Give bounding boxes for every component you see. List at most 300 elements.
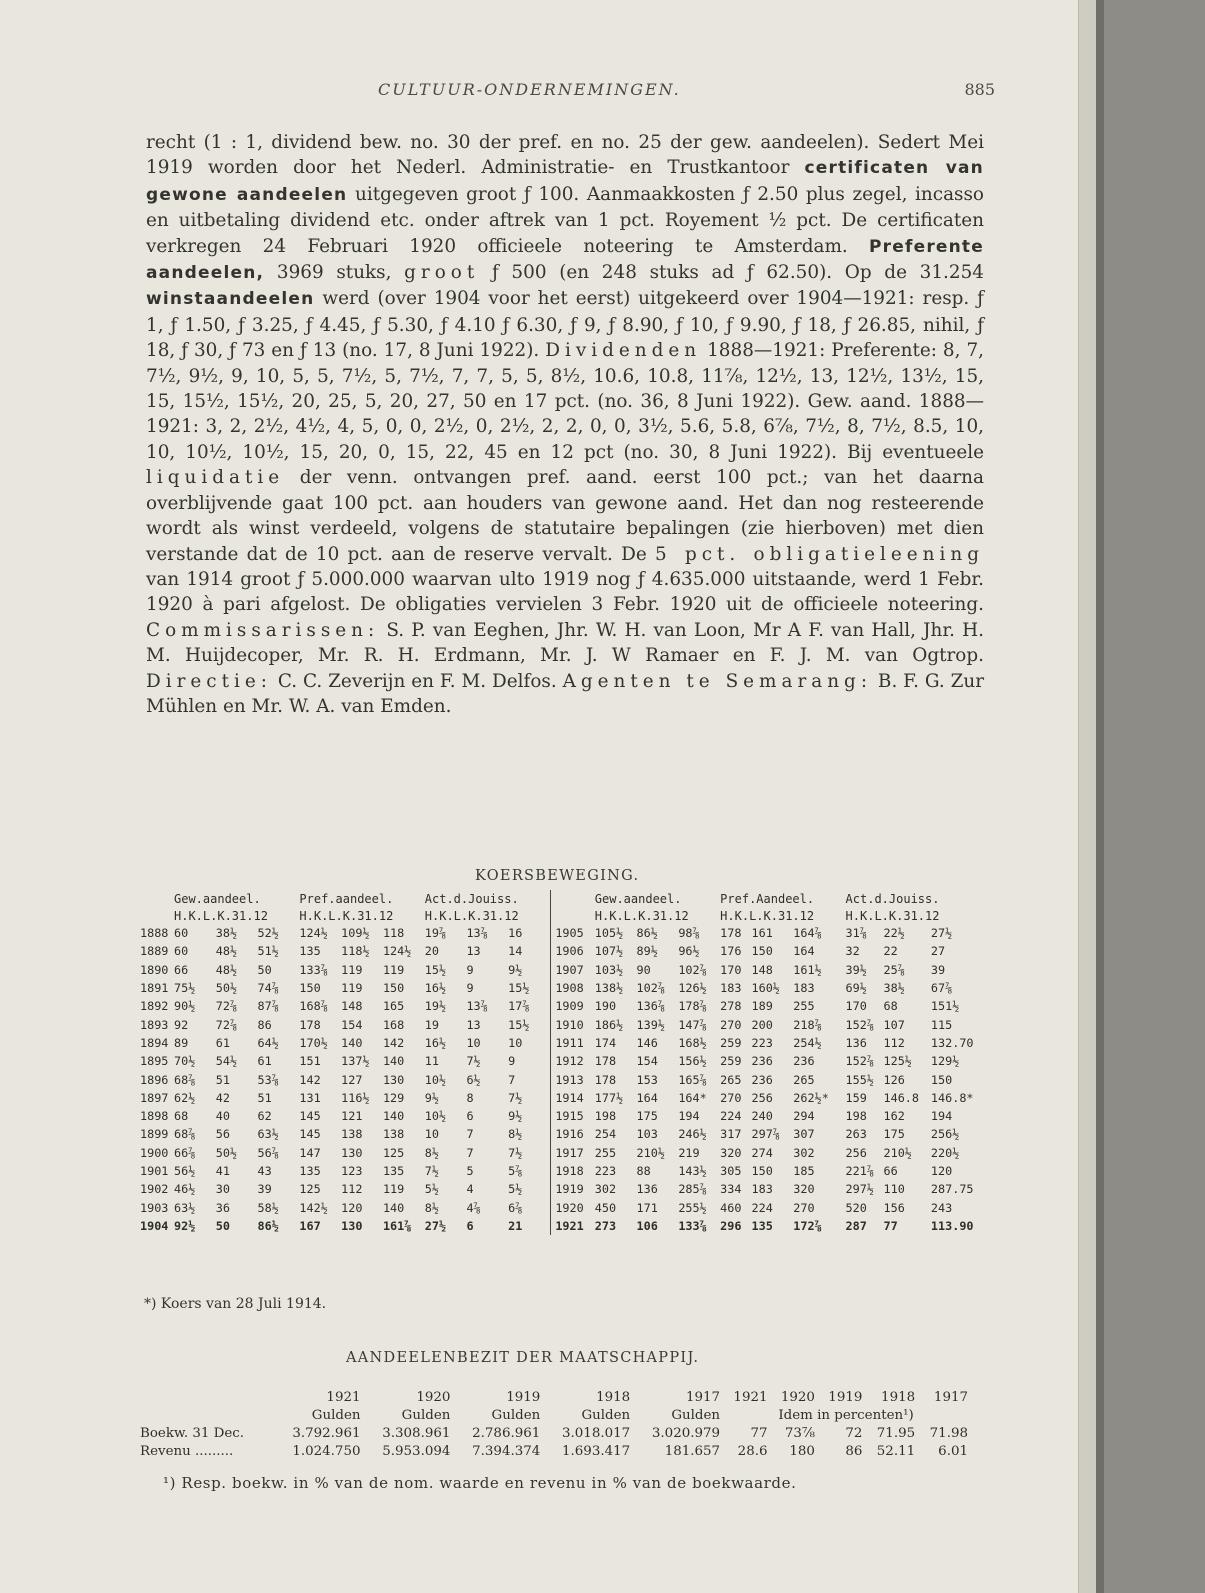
price-cell: 13⅞	[466, 999, 488, 1014]
price-cell: 256	[751, 1090, 773, 1105]
price-cell: 183	[793, 981, 815, 996]
price-cell: 146.8*	[930, 1090, 974, 1105]
price-cell: 256½	[930, 1127, 960, 1142]
price-cell: 254½	[793, 1035, 822, 1050]
year-cell: 1900	[140, 1145, 169, 1160]
price-cell: 56½	[174, 1164, 196, 1178]
text-run: van 1914 groot ƒ 5.000.000 waarvan ulto 1919 nog ƒ 4.635.000 uitstaande, werd 1 Febr. 1920 à pari afgelost. De obligaties vervielen 3 Febr. 1920 uit de officieele noteering.	[146, 568, 984, 616]
price-cell: 8½	[508, 1127, 523, 1142]
price-cell: 102⅞	[636, 981, 665, 996]
price-cell: 112	[883, 1035, 905, 1050]
price-cell: 161	[751, 926, 773, 941]
price-cell: 130	[341, 1218, 363, 1233]
table-row	[140, 1107, 988, 1125]
price-cell: 61	[215, 1035, 230, 1050]
price-cell: 317	[720, 1127, 742, 1142]
price-cell: 320	[793, 1182, 815, 1197]
price-cell: 7	[466, 1145, 474, 1160]
price-cell: 42	[215, 1090, 230, 1105]
column-header	[140, 907, 174, 924]
price-cell: 46½	[174, 1182, 196, 1197]
price-cell: 92½	[174, 1218, 196, 1233]
price-cell: 255	[594, 1145, 617, 1160]
price-cell: 221⅞	[845, 1164, 874, 1178]
price-cell: 164⅞	[793, 926, 822, 941]
column-header: H.K.L.K.31.12	[720, 908, 815, 923]
price-cell: 167	[299, 1218, 321, 1233]
price-cell: 145	[299, 1109, 321, 1124]
column-header: H.K.L.K.31.12	[174, 908, 268, 923]
year-cell: 1894	[140, 1035, 169, 1050]
row-label: Boekw. 31 Dec.	[140, 1425, 245, 1441]
text-run: ƒ 500 (en 248 stuks ad ƒ 62.50). Op de 31.254	[479, 262, 984, 284]
spaced-term: Dividenden	[545, 340, 702, 362]
price-cell: 10	[424, 1127, 439, 1142]
price-cell: 133⅞	[299, 962, 328, 977]
unit-header: Idem in percenten¹)	[778, 1407, 914, 1423]
table-row	[140, 1442, 972, 1460]
price-cell: 5½	[508, 1182, 523, 1197]
value-cell: 3.792.961	[292, 1425, 361, 1441]
price-cell: 6⅞	[508, 1200, 523, 1215]
price-cell: 135	[751, 1218, 773, 1233]
table-body	[140, 924, 988, 1235]
spaced-term: Agenten te Semarang:	[562, 670, 873, 692]
price-cell: 4⅞	[466, 1200, 481, 1215]
year-cell: 1906	[551, 942, 595, 960]
table-row	[140, 997, 988, 1015]
price-cell: 147⅞	[678, 1017, 707, 1032]
price-cell: 125	[382, 1145, 405, 1160]
koersbeweging-table	[140, 890, 988, 1235]
price-cell: 11	[424, 1054, 439, 1069]
value-cell: 3.308.961	[382, 1425, 451, 1441]
price-cell: 135	[382, 1164, 405, 1178]
unit-header-row	[140, 1406, 972, 1424]
price-cell: 110	[883, 1182, 905, 1197]
year-cell: 1893	[140, 1017, 169, 1032]
blank-cell	[140, 1388, 275, 1406]
year-cell: 1916	[551, 1125, 595, 1143]
koers-footnote: *) Koers van 28 Juli 1914.	[144, 1296, 327, 1312]
value-cell: 3.018.017	[562, 1425, 631, 1441]
price-cell: 210½	[883, 1145, 912, 1160]
price-cell: 138½	[594, 981, 624, 996]
price-cell: 32	[845, 944, 860, 959]
price-cell: 450	[594, 1200, 617, 1215]
price-cell: 66	[883, 1164, 898, 1178]
book-cover	[1104, 0, 1205, 1593]
year-cell: 1899	[140, 1127, 169, 1142]
price-cell: 194	[678, 1109, 700, 1124]
price-cell: 86½	[257, 1218, 279, 1233]
text-run: der venn. ontvangen pref. aand. eerst 100 pct.; van het daarna overblijvende gaat 100 pct. aan houders van gewone aand. Het dan nog resteerende wordt als winst verdeeld, volgens de statutaire bepalingen (zie hierboven) met dien verstande dat de 10 pct. aan de reserve vervalt. De	[146, 467, 984, 565]
price-cell: 27½	[930, 926, 953, 941]
price-cell: 164	[636, 1090, 658, 1105]
year-cell: 1920	[551, 1198, 595, 1216]
table-row	[140, 1198, 988, 1216]
price-cell: 54½	[215, 1054, 238, 1069]
price-cell: 520	[845, 1200, 867, 1215]
price-cell: 263	[845, 1127, 867, 1142]
price-cell: 10½	[424, 1072, 447, 1087]
price-cell: 160½	[751, 981, 780, 996]
price-cell: 154	[636, 1054, 658, 1069]
price-cell: 297½	[845, 1182, 874, 1197]
price-cell: 285⅞	[678, 1182, 707, 1197]
price-cell: 140	[382, 1109, 405, 1124]
price-cell: 140	[382, 1054, 405, 1069]
price-cell: 56	[215, 1127, 230, 1142]
price-cell: 139½	[636, 1017, 665, 1032]
price-cell: 90	[636, 962, 651, 977]
year-cell: 1889	[140, 944, 169, 959]
price-cell: 66⅞	[174, 1145, 196, 1160]
year-header: 1921	[326, 1389, 361, 1405]
price-cell: 30	[215, 1182, 230, 1197]
price-cell: 21	[508, 1218, 523, 1233]
table-row	[140, 1125, 988, 1143]
price-cell: 72⅞	[215, 1017, 238, 1032]
price-cell: 175	[636, 1109, 658, 1124]
unit-header: Gulden	[671, 1407, 721, 1423]
price-cell: 178	[299, 1017, 321, 1032]
year-header: 1920	[416, 1389, 451, 1405]
price-cell: 135	[299, 944, 321, 959]
price-cell: 105½	[594, 926, 624, 941]
price-cell: 151	[299, 1054, 321, 1069]
price-cell: 162	[883, 1109, 905, 1124]
year-cell: 1914	[551, 1089, 595, 1107]
spaced-term: 5 pct. obligatieleening	[655, 543, 984, 565]
price-cell: 133⅞	[678, 1218, 707, 1233]
price-cell: 307	[793, 1127, 815, 1142]
price-cell: 7½	[508, 1145, 523, 1160]
price-cell: 178	[720, 926, 742, 941]
price-cell: 9½	[508, 962, 523, 977]
price-cell: 50	[215, 1218, 230, 1233]
price-cell: 50	[257, 962, 272, 977]
year-cell: 1919	[551, 1180, 595, 1198]
price-cell: 119	[382, 962, 405, 977]
running-title: CULTUUR-ONDERNEMINGEN.	[378, 80, 681, 99]
year-cell: 1902	[140, 1182, 169, 1197]
price-cell: 190	[594, 999, 617, 1014]
price-cell: 50½	[215, 981, 238, 996]
price-cell: 294	[793, 1109, 815, 1124]
price-cell: 132.70	[930, 1035, 974, 1050]
table-row	[140, 1424, 972, 1442]
spaced-term: Directie:	[146, 670, 272, 692]
price-cell: 334	[720, 1182, 742, 1197]
price-cell: 155½	[845, 1072, 874, 1087]
price-cell: 302	[793, 1145, 815, 1160]
bold-term: certificaten van gewone aandeelen	[146, 158, 984, 205]
price-cell: 27	[930, 944, 946, 959]
page-number: 885	[964, 80, 995, 99]
price-cell: 92	[174, 1017, 189, 1032]
table-row	[140, 1034, 988, 1052]
price-cell: 7	[466, 1127, 474, 1142]
price-cell: 137½	[341, 1054, 370, 1069]
price-cell: 136	[845, 1035, 867, 1050]
price-cell: 15½	[508, 981, 530, 996]
table-row	[140, 1180, 988, 1198]
year-cell: 1903	[140, 1200, 169, 1215]
value-cell: 181.657	[664, 1443, 721, 1459]
price-cell: 174	[594, 1035, 617, 1050]
price-cell: 7½	[508, 1090, 523, 1105]
price-cell: 138	[341, 1127, 363, 1142]
price-cell: 50½	[215, 1145, 238, 1160]
year-cell: 1888	[140, 926, 169, 941]
price-cell: 172⅞	[793, 1218, 822, 1233]
price-cell: 259	[720, 1054, 742, 1069]
price-cell: 68⅞	[174, 1072, 196, 1087]
price-cell: 278	[720, 999, 742, 1014]
price-cell: 16½	[424, 1035, 447, 1050]
price-cell: 36	[215, 1200, 230, 1215]
column-header: Pref.Aandeel.	[720, 891, 815, 906]
price-cell: 39½	[845, 962, 867, 977]
price-cell: 150	[751, 1164, 773, 1178]
value-cell: 6.01	[938, 1443, 968, 1459]
year-cell: 1908	[551, 979, 595, 997]
price-cell: 89	[174, 1035, 189, 1050]
table-row	[140, 961, 988, 979]
price-cell: 10	[508, 1035, 523, 1050]
year-header: 1918	[596, 1389, 631, 1405]
text-run: 3969 stuks,	[264, 262, 405, 284]
price-cell: 118	[382, 926, 405, 941]
unit-header: Gulden	[401, 1407, 451, 1423]
text-run: S. P. van Eeghen, Jhr. W. H. van Loon, Mr A F. van Hall, Jhr. H. M. Huijdecoper, Mr. R. H. Erdmann, Mr. J. W Ramaer en F. J. M. van Ogtrop.	[146, 619, 984, 667]
price-cell: 296	[720, 1218, 742, 1233]
price-cell: 129	[382, 1090, 405, 1105]
price-cell: 63½	[257, 1127, 279, 1142]
price-cell: 90½	[174, 999, 196, 1014]
price-cell: 183	[751, 1182, 773, 1197]
price-cell: 262½*	[793, 1090, 829, 1105]
price-cell: 116½	[341, 1090, 370, 1105]
price-cell: 255½	[678, 1200, 707, 1215]
table-row	[140, 1052, 988, 1070]
price-cell: 27½	[424, 1218, 447, 1233]
year-header: 1921	[733, 1389, 768, 1405]
price-cell: 58½	[257, 1200, 279, 1215]
price-cell: 9	[508, 1054, 516, 1069]
price-cell: 119	[341, 981, 363, 996]
value-cell: 5.953.094	[382, 1443, 451, 1459]
price-cell: 22½	[883, 926, 905, 941]
price-cell: 121	[341, 1109, 363, 1124]
text-run: 1888—1921: Preferente: 8, 7, 7½, 9½, 9, 10, 5, 5, 7½, 5, 7½, 7, 7, 5, 5, 8½, 10.6, 10.8, 11⅞, 12½, 13, 12½, 13½, 15, 15, 15½, 15½, 20, 25, 5, 20, 27, 50 en 17 pct. (no. 36, 8 Juni 1922). Gew. aand. 1888—1921: 3, 2, 2½, 4½, 4, 5, 0, 0, 2½, 0, 2½, 2, 2, 0, 0, 3½, 5.6, 5.8, 6⅞, 7½, 8, 7½, 8.5, 10, 10, 10½, 10½, 15, 20, 0, 15, 22, 45 en 12 pct (no. 30, 8 Juni 1922). Bij eventueele	[146, 340, 984, 463]
price-cell: 14	[508, 944, 523, 959]
price-cell: 19	[424, 1017, 439, 1032]
price-cell: 7	[508, 1072, 516, 1087]
price-cell: 152⅞	[845, 1017, 874, 1032]
price-cell: 150	[751, 944, 773, 959]
year-cell: 1904	[140, 1218, 169, 1233]
price-cell: 270	[720, 1090, 742, 1105]
price-cell: 68⅞	[174, 1127, 196, 1142]
price-cell: 5	[466, 1164, 474, 1178]
year-header: 1917	[685, 1389, 721, 1405]
price-cell: 148	[751, 962, 773, 977]
value-cell: 3.020.979	[651, 1425, 721, 1441]
price-cell: 64½	[257, 1035, 279, 1050]
company-description	[146, 130, 984, 719]
price-cell: 186½	[594, 1017, 624, 1032]
price-cell: 77	[883, 1218, 898, 1233]
year-cell: 1917	[551, 1144, 595, 1162]
page-edge	[1078, 0, 1097, 1593]
table-row	[140, 1089, 988, 1107]
year-cell: 1913	[551, 1070, 595, 1088]
binding-shadow	[1096, 0, 1104, 1593]
column-header: H.K.L.K.31.12	[594, 908, 689, 923]
price-cell: 124½	[299, 926, 328, 941]
value-cell: 71.95	[876, 1425, 916, 1441]
price-cell: 223	[751, 1035, 773, 1050]
price-cell: 107	[883, 1017, 905, 1032]
text-run: B. F. G. Zur Mühlen en Mr. W. A. van Emden.	[146, 670, 985, 717]
price-cell: 255	[793, 999, 815, 1014]
price-cell: 170	[845, 999, 867, 1014]
price-cell: 102⅞	[678, 962, 707, 977]
aandeelenbezit-table	[140, 1388, 972, 1460]
spaced-term: groot	[404, 262, 480, 284]
price-cell: 170½	[299, 1035, 328, 1050]
price-cell: 168⅞	[299, 999, 328, 1014]
bezit-footnote: ¹) Resp. boekw. in % van de nom. waarde en revenu in % van de boekwaarde.	[163, 1474, 797, 1492]
price-cell: 152⅞	[845, 1054, 874, 1069]
price-cell: 39	[930, 962, 946, 977]
price-cell: 210½	[636, 1145, 665, 1160]
year-cell: 1896	[140, 1072, 169, 1087]
price-cell: 273	[594, 1218, 617, 1233]
text-run: recht (1 : 1, dividend bew. no. 30 der pref. en no. 25 der gew. aandeelen). Sedert Mei 1919 worden door het Nederl. Administratie- en Trustkantoor	[146, 132, 984, 179]
price-cell: 48½	[215, 962, 238, 977]
price-cell: 86½	[636, 926, 658, 941]
price-cell: 185	[793, 1164, 815, 1178]
price-cell: 38½	[883, 981, 905, 996]
price-cell: 265	[720, 1072, 742, 1087]
price-cell: 107½	[594, 944, 624, 959]
price-cell: 178	[594, 1054, 617, 1069]
year-cell: 1901	[140, 1164, 169, 1178]
price-cell: 62½	[174, 1090, 196, 1105]
unit-header: Gulden	[491, 1407, 541, 1423]
column-header: Pref.aandeel.	[299, 891, 394, 906]
price-cell: 119	[382, 1182, 405, 1197]
price-cell: 183	[720, 981, 742, 996]
price-cell: 150	[930, 1072, 953, 1087]
price-cell: 10	[466, 1035, 481, 1050]
price-cell: 136	[636, 1182, 658, 1197]
price-cell: 15½	[424, 962, 447, 977]
price-cell: 175	[883, 1127, 905, 1142]
price-cell: 51	[257, 1090, 272, 1105]
price-cell: 219	[678, 1145, 700, 1160]
price-cell: 145	[299, 1127, 321, 1142]
price-cell: 147	[299, 1145, 321, 1160]
price-cell: 69½	[845, 981, 867, 996]
table-body	[140, 1388, 972, 1460]
year-cell: 1911	[551, 1034, 595, 1052]
value-cell: 77	[750, 1425, 768, 1441]
price-cell: 89½	[636, 944, 658, 959]
price-cell: 75½	[174, 981, 196, 996]
table-row	[140, 1015, 988, 1033]
price-cell: 43	[257, 1164, 272, 1178]
price-cell: 224	[720, 1109, 742, 1124]
year-cell: 1898	[140, 1109, 169, 1124]
price-cell: 17⅞	[508, 999, 530, 1014]
price-cell: 218⅞	[793, 1017, 822, 1032]
price-cell: 88	[636, 1164, 651, 1178]
price-cell: 123	[341, 1164, 363, 1178]
year-cell: 1918	[551, 1162, 595, 1180]
year-header: 1918	[881, 1389, 916, 1405]
table-row	[140, 924, 988, 942]
price-cell: 63½	[174, 1200, 196, 1215]
price-cell: 129½	[930, 1054, 960, 1069]
column-header	[551, 890, 595, 907]
price-cell: 189	[751, 999, 773, 1014]
price-cell: 142	[299, 1072, 321, 1087]
year-cell: 1897	[140, 1090, 169, 1105]
price-cell: 60	[174, 944, 189, 959]
price-cell: 13	[466, 1017, 481, 1032]
price-cell: 164	[793, 944, 815, 959]
price-cell: 72⅞	[215, 999, 238, 1014]
price-cell: 56⅞	[257, 1145, 279, 1160]
price-cell: 13	[466, 944, 481, 959]
price-cell: 159	[845, 1090, 867, 1105]
price-cell: 164*	[678, 1090, 707, 1105]
price-cell: 113.90	[930, 1218, 974, 1233]
year-cell: 1912	[551, 1052, 595, 1070]
price-cell: 7½	[424, 1164, 439, 1178]
price-cell: 41	[215, 1164, 230, 1178]
price-cell: 150	[382, 981, 405, 996]
table-header-row	[140, 907, 988, 924]
price-cell: 119	[341, 962, 363, 977]
price-cell: 4	[466, 1182, 474, 1197]
price-cell: 13⅞	[466, 926, 488, 941]
spaced-term: Commissarissen:	[146, 619, 380, 641]
price-cell: 151½	[930, 999, 960, 1014]
price-cell: 170	[720, 962, 742, 977]
text-run: uitgegeven groot ƒ 100. Aanmaakkosten ƒ 2.50 plus zegel, incasso en uitbetaling dividend etc. onder aftrek van 1 pct. Royement ½ pct. De certificaten verkregen 24 Februari 1920 officieele noteering te Amsterdam.	[146, 183, 984, 257]
column-header	[140, 890, 174, 907]
price-cell: 198	[845, 1109, 867, 1124]
price-cell: 38½	[215, 926, 238, 941]
price-cell: 131	[299, 1090, 321, 1105]
price-cell: 87⅞	[257, 999, 279, 1014]
price-cell: 9	[466, 962, 474, 977]
price-cell: 148	[341, 999, 363, 1014]
price-cell: 61	[257, 1054, 272, 1069]
unit-header: Gulden	[581, 1407, 631, 1423]
table-row	[140, 1070, 988, 1088]
price-cell: 236	[793, 1054, 815, 1069]
price-cell: 146	[636, 1035, 658, 1050]
price-cell: 254	[594, 1127, 617, 1142]
table-header-row	[140, 890, 988, 907]
price-cell: 168½	[678, 1035, 707, 1050]
